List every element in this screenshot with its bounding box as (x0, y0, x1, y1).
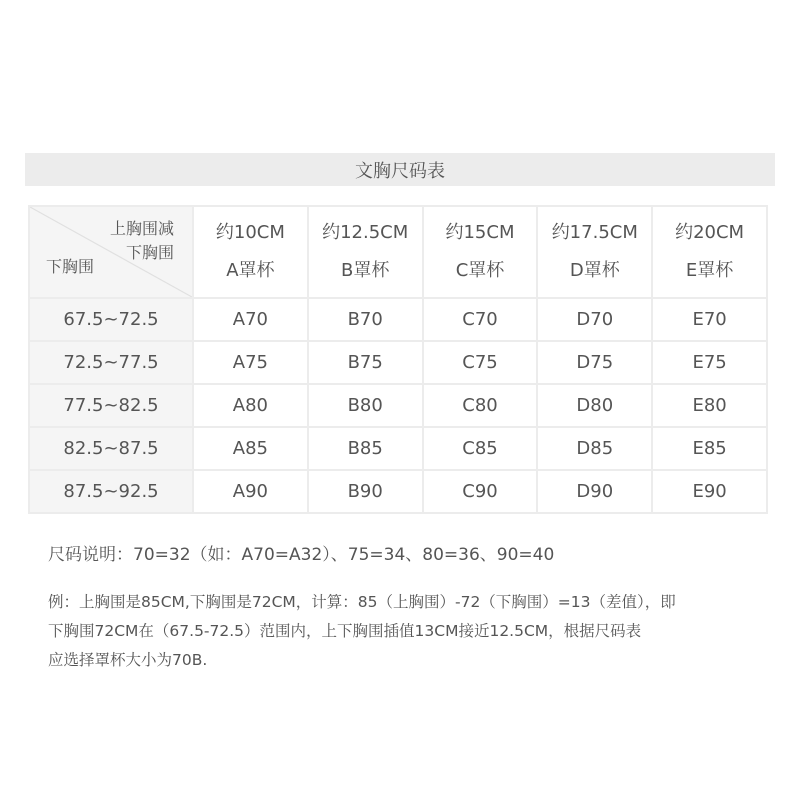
size-chart-table (28, 205, 768, 514)
size-cell: A90 (193, 470, 308, 513)
band-range-cell: 77.5~82.5 (29, 384, 193, 427)
size-cell: B70 (308, 298, 423, 341)
size-cell: D70 (537, 298, 652, 341)
size-cell: D75 (537, 341, 652, 384)
column-diff: 约10CM (215, 222, 285, 243)
example-line: 例：上胸围是85CM,下胸围是72CM，计算：85（上胸围）-72（下胸围）=13（差值），即 (48, 593, 676, 611)
band-range-cell: 67.5~72.5 (29, 298, 193, 341)
header-row (29, 206, 767, 298)
example-line: 下胸围72CM在（67.5-72.5）范围内，上下胸围插值13CM接近12.5CM，根据尺码表 (48, 622, 642, 640)
size-cell: E70 (652, 298, 767, 341)
size-cell: C75 (423, 341, 538, 384)
size-cell: A85 (193, 427, 308, 470)
size-cell: E75 (652, 341, 767, 384)
table-row (29, 298, 767, 341)
size-cell: C70 (423, 298, 538, 341)
size-cell: B90 (308, 470, 423, 513)
table-row (29, 341, 767, 384)
example-paragraph (48, 588, 768, 675)
table-row (29, 384, 767, 427)
band-range-cell: 72.5~77.5 (29, 341, 193, 384)
corner-bottom-label: 下胸围 (46, 257, 95, 276)
size-cell: D90 (537, 470, 652, 513)
column-diff: 约17.5CM (551, 222, 638, 243)
column-cup: B罩杯 (341, 260, 390, 281)
size-cell: C85 (423, 427, 538, 470)
column-diff: 约15CM (445, 222, 515, 243)
column-header (308, 206, 423, 298)
corner-top-line1: 上胸围减 (109, 219, 174, 238)
size-cell: D80 (537, 384, 652, 427)
table-row (29, 427, 767, 470)
column-cup: A罩杯 (226, 260, 275, 281)
corner-top-label (110, 217, 174, 265)
corner-top-line2: 下胸围 (125, 243, 174, 262)
size-cell: E90 (652, 470, 767, 513)
column-header (537, 206, 652, 298)
table-title: 文胸尺码表 (25, 153, 775, 186)
size-cell: C80 (423, 384, 538, 427)
table-row (29, 470, 767, 513)
column-cup: D罩杯 (569, 260, 620, 281)
example-line: 应选择罩杯大小为70B. (48, 651, 208, 669)
size-cell: C90 (423, 470, 538, 513)
size-cell: E80 (652, 384, 767, 427)
size-cell: E85 (652, 427, 767, 470)
column-header (193, 206, 308, 298)
band-range-cell: 82.5~87.5 (29, 427, 193, 470)
column-cup: E罩杯 (685, 260, 734, 281)
size-cell: A80 (193, 384, 308, 427)
band-range-cell: 87.5~92.5 (29, 470, 193, 513)
size-cell: B85 (308, 427, 423, 470)
column-diff: 约12.5CM (322, 222, 409, 243)
size-note: 尺码说明：70=32（如：A70=A32）、75=34、80=36、90=40 (48, 545, 555, 565)
size-cell: A70 (193, 298, 308, 341)
size-cell: A75 (193, 341, 308, 384)
corner-cell (29, 206, 193, 298)
size-cell: B75 (308, 341, 423, 384)
column-header (423, 206, 538, 298)
size-cell: B80 (308, 384, 423, 427)
size-cell: D85 (537, 427, 652, 470)
column-cup: C罩杯 (455, 260, 505, 281)
column-header (652, 206, 767, 298)
column-diff: 约20CM (675, 222, 745, 243)
